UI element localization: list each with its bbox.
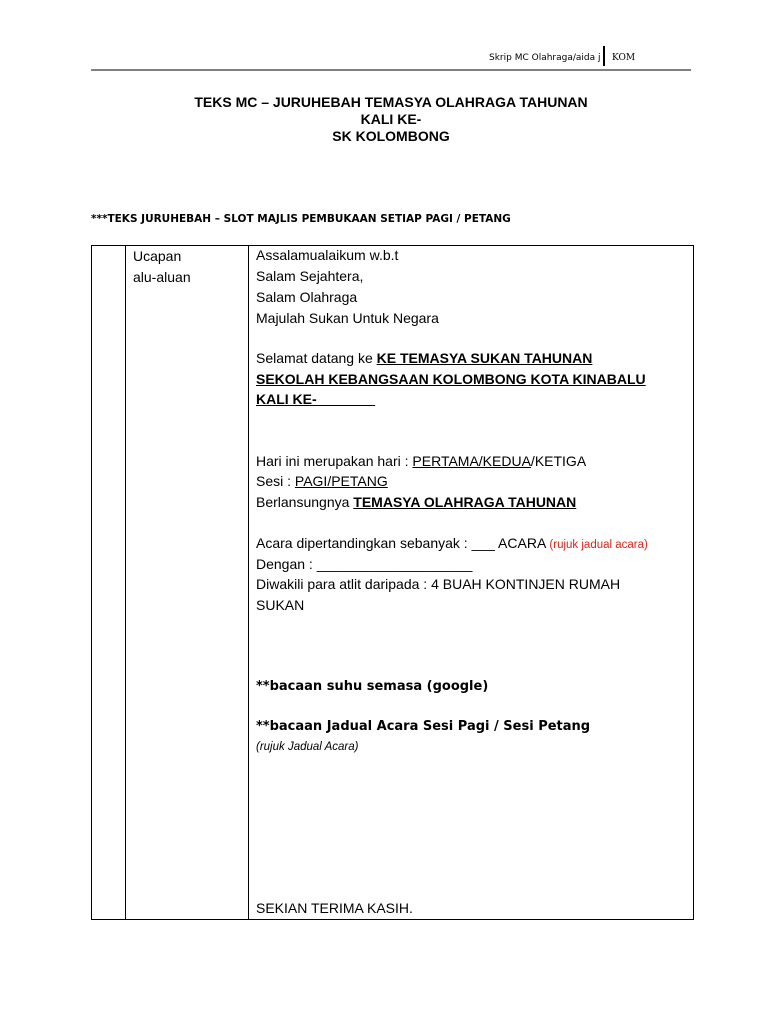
number-cell: [92, 246, 126, 920]
section-heading: ***TEKS JURUHEBAH – SLOT MAJLIS PEMBUKAAN SETIAP PAGI / PETANG: [91, 213, 511, 225]
content-cell: [249, 246, 694, 920]
document-title: [91, 94, 691, 145]
greeting-line-3: Salam Olahraga: [256, 289, 358, 305]
ongoing-value: TEMASYA OLAHRAGA TAHUNAN: [353, 494, 577, 510]
event-name-1: KE TEMASYA SUKAN TAHUNAN: [376, 350, 593, 366]
session-line: [256, 471, 388, 491]
day-options-rest: KETIGA: [534, 453, 587, 469]
schedule-note: **bacaan Jadual Acara Sesi Pagi / Sesi Petang: [256, 719, 591, 734]
with-line: Dengan : ____________________: [256, 556, 473, 572]
events-note: (rujuk jadual acara): [549, 539, 648, 551]
greeting-line-1: Assalamualaikum w.b.t: [256, 247, 399, 263]
closing-line: SEKIAN TERIMA KASIH.: [256, 900, 413, 916]
greeting-line-2: Salam Sejahtera,: [256, 268, 364, 284]
day-prefix: Hari ini merupakan hari :: [256, 453, 413, 469]
session-prefix: Sesi :: [256, 473, 295, 489]
event-name-3: KALI KE- _______: [256, 391, 376, 407]
events-line: [256, 533, 648, 555]
session-value: PAGI/PETANG: [294, 473, 388, 489]
welcome-line-1: [256, 348, 592, 368]
welcome-prefix: Selamat datang ke: [256, 350, 377, 366]
day-options-underlined: PERTAMA/KEDUA: [412, 453, 531, 469]
day-line: [256, 451, 586, 471]
script-table: [91, 245, 694, 920]
represented-line-1: Diwakili para atlit daripada : 4 BUAH KONTINJEN RUMAH: [256, 576, 621, 592]
title-line-2: KALI KE-: [360, 111, 422, 127]
ongoing-prefix: Berlansungnya: [256, 494, 354, 510]
event-name-2: SEKOLAH KEBANGSAAN KOLOMBONG KOTA KINABALU: [256, 371, 646, 387]
temperature-note: **bacaan suhu semasa (google): [256, 679, 489, 694]
header-rule: [91, 69, 691, 71]
label-cell: [126, 246, 249, 920]
greeting-line-4: Majulah Sukan Untuk Negara: [256, 310, 439, 326]
header-code: KOM: [612, 53, 636, 63]
title-line-1: TEKS MC – JURUHEBAH TEMASYA OLAHRAGA TAHUNAN: [194, 94, 588, 110]
header-separator: [603, 46, 605, 66]
ongoing-line: [256, 492, 576, 512]
header-document-name: Skrip MC Olahraga/aida j: [489, 53, 601, 63]
table-row: [92, 246, 694, 920]
label-line-2: alu-aluan: [133, 269, 191, 285]
represented-line-2: SUKAN: [256, 597, 305, 613]
label-line-1: Ucapan: [133, 248, 182, 264]
schedule-reference: (rujuk Jadual Acara): [256, 741, 359, 753]
day-slash: /: [530, 453, 535, 469]
title-line-3: SK KOLOMBONG: [332, 128, 450, 144]
events-text: Acara dipertandingkan sebanyak : ___ ACARA: [256, 535, 550, 551]
